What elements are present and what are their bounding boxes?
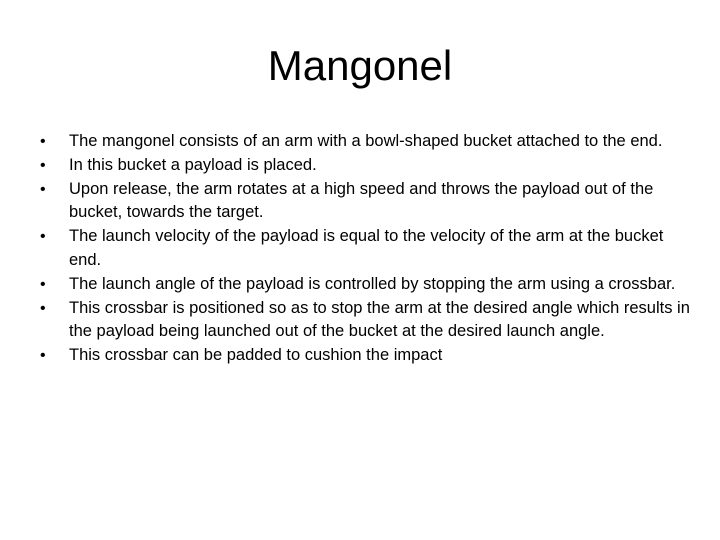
bullet-text: This crossbar is positioned so as to stop the arm at the desired angle which results in the payload being launched out of the bucket at the desired launch angle.: [69, 298, 690, 341]
bullet-item: [40, 225, 690, 272]
bullet-text: The mangonel consists of an arm with a bowl-shaped bucket attached to the end.: [69, 132, 663, 150]
bullet-list: [40, 130, 690, 368]
bullet-text: The launch velocity of the payload is equal to the velocity of the arm at the bucket end.: [69, 227, 664, 269]
bullet-text: This crossbar can be padded to cushion the impact: [69, 346, 443, 365]
bullet-dot: •: [40, 228, 46, 246]
bullet-text: Upon release, the arm rotates at a high speed and throws the payload out of the bucket, towards the target.: [69, 180, 654, 222]
bullet-dot: •: [40, 275, 46, 293]
bullet-item: [40, 154, 690, 177]
bullet-item: [40, 178, 690, 225]
bullet-dot: •: [40, 181, 46, 198]
bullet-dot: •: [40, 157, 46, 174]
bullet-dot: •: [40, 347, 46, 365]
bullet-item: [40, 130, 690, 153]
bullet-dot: •: [40, 133, 46, 150]
bullet-item: [40, 297, 690, 344]
bullet-text: The launch angle of the payload is controlled by stopping the arm using a crossbar.: [69, 274, 676, 293]
bullet-item: [40, 273, 690, 296]
slide-title: Mangonel: [267, 42, 453, 89]
bullet-text: In this bucket a payload is placed.: [69, 156, 317, 174]
bullet-dot: •: [40, 299, 46, 317]
bullet-item: [40, 344, 690, 367]
